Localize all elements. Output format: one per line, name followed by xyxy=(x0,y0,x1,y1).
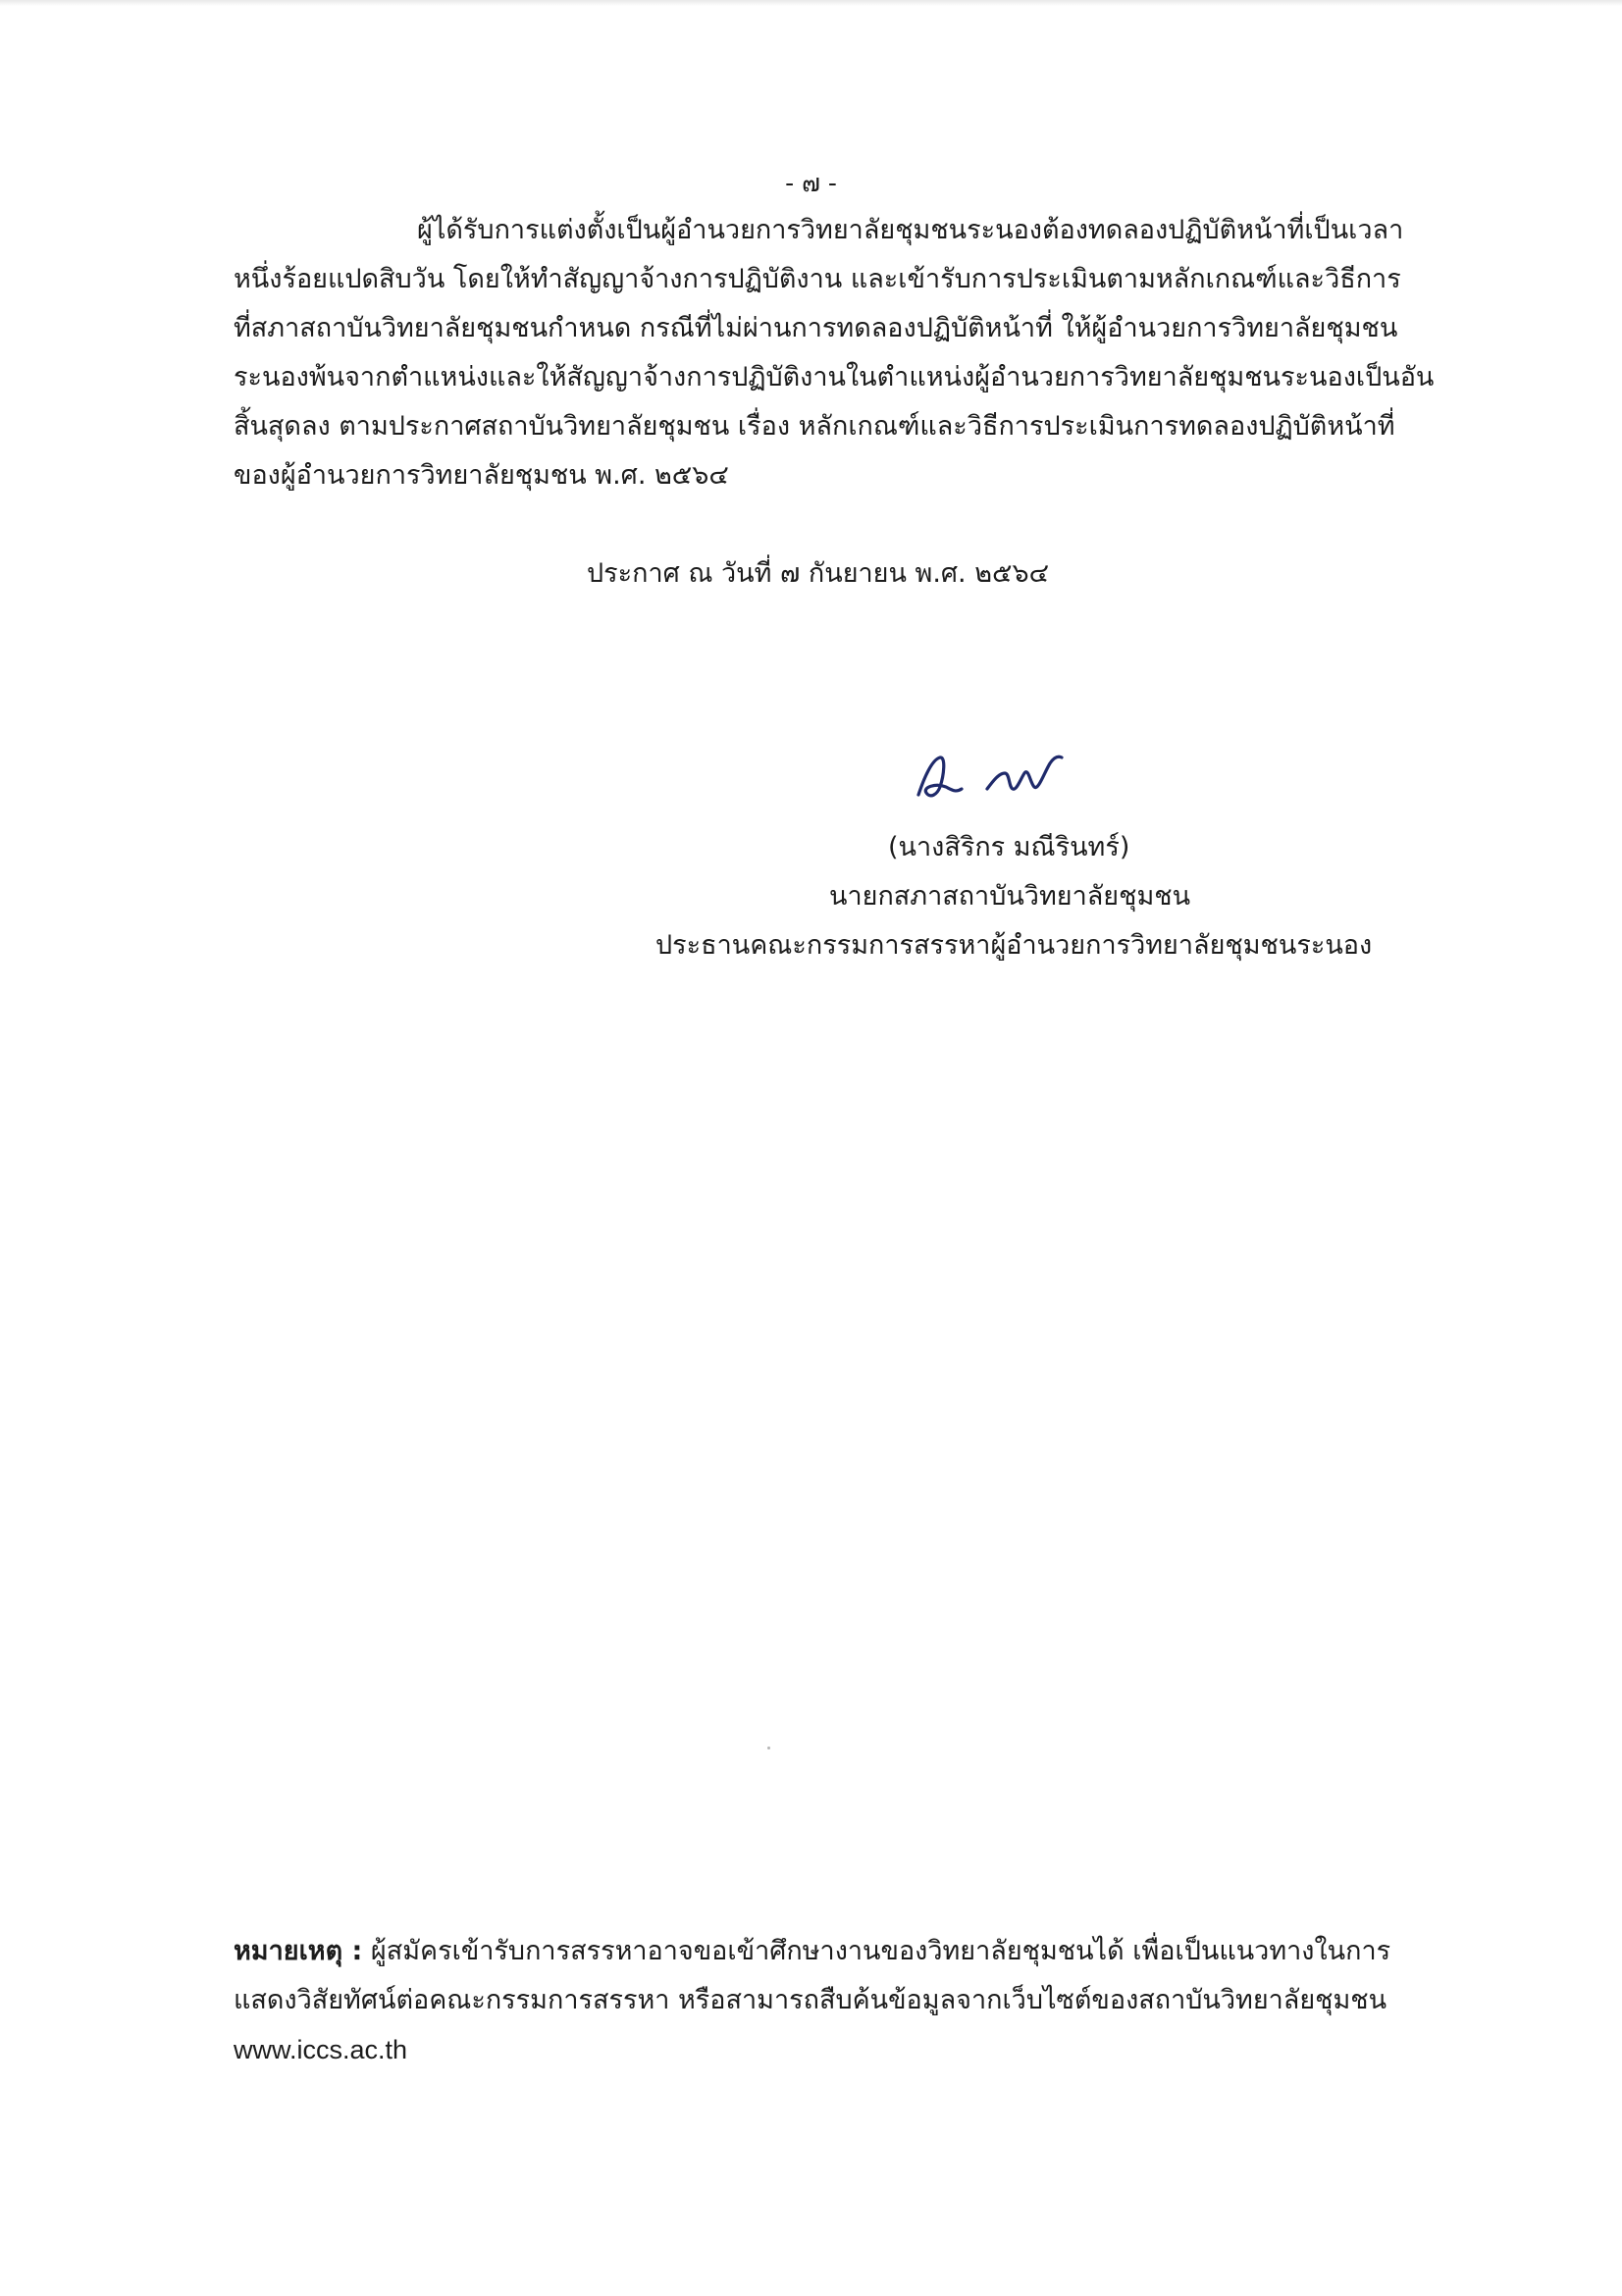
handwritten-signature xyxy=(911,744,1087,812)
paragraph-line-5: สิ้นสุดลง ตามประกาศสถาบันวิทยาลัยชุมชน เรื่อง หลักเกณฑ์และวิธีการประเมินการทดลองปฏิบัติหน้าที่ xyxy=(234,411,1395,442)
scan-edge xyxy=(0,0,1622,6)
note-line-2: แสดงวิสัยทัศน์ต่อคณะกรรมการสรรหา หรือสามารถสืบค้นข้อมูลจากเว็บไซต์ของสถาบันวิทยาลัยชุมชน xyxy=(234,1985,1387,2015)
scan-speck xyxy=(767,1747,770,1749)
paragraph-line-2: หนึ่งร้อยแปดสิบวัน โดยให้ทำสัญญาจ้างการปฏิบัติงาน และเข้ารับการประเมินตามหลักเกณฑ์และวิธีการ xyxy=(234,264,1401,294)
note-line-1 xyxy=(234,1935,1390,1968)
paragraph-line-3: ที่สภาสถาบันวิทยาลัยชุมชนกำหนด กรณีที่ไม่ผ่านการทดลองปฏิบัติหน้าที่ ให้ผู้อำนวยการวิทยาลัยชุมชน xyxy=(234,313,1398,343)
paragraph-line-1: ผู้ได้รับการแต่งตั้งเป็นผู้อำนวยการวิทยาลัยชุมชนระนองต้องทดลองปฏิบัติหน้าที่เป็นเวลา xyxy=(417,215,1404,245)
page-number: - ๗ - xyxy=(785,169,837,197)
signatory-name: (นางสิริกร มณีรินทร์) xyxy=(888,832,1130,862)
note-label: หมายเหตุ : xyxy=(234,1936,363,1966)
signatory-title-2: ประธานคณะกรรมการสรรหาผู้อำนวยการวิทยาลัยชุมชนระนอง xyxy=(655,930,1373,961)
note-text-1: ผู้สมัครเข้ารับการสรรหาอาจขอเข้าศึกษางานของวิทยาลัยชุมชนได้ เพื่อเป็นแนวทางในการ xyxy=(362,1936,1391,1966)
paragraph-line-4: ระนองพ้นจากตำแหน่งและให้สัญญาจ้างการปฏิบัติงานในตำแหน่งผู้อำนวยการวิทยาลัยชุมชนระนองเป็นอัน xyxy=(234,362,1435,392)
announcement-date: ประกาศ ณ วันที่ ๗ กันยายน พ.ศ. ๒๕๖๔ xyxy=(587,558,1050,589)
signatory-title-1: นายกสภาสถาบันวิทยาลัยชุมชน xyxy=(829,881,1191,912)
note-url: www.iccs.ac.th xyxy=(234,2035,408,2064)
paragraph-line-6: ของผู้อำนวยการวิทยาลัยชุมชน พ.ศ. ๒๕๖๔ xyxy=(234,460,729,491)
